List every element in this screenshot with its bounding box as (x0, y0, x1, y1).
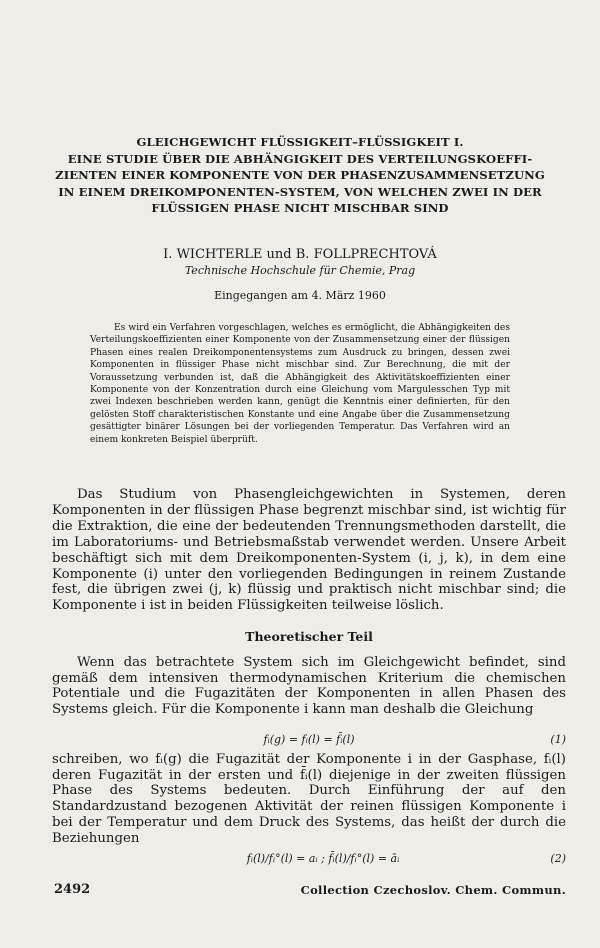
page-number: 2492 (54, 882, 91, 897)
title-line: IN EINEM DREIKOMPONENTEN-SYSTEM, VON WELCHEN ZWEI IN DER (58, 184, 542, 199)
equation-expression: fᵢ(l)/fᵢ°(l) = aᵢ ; f̄ᵢ(l)/fᵢ°(l) = āᵢ (246, 852, 400, 865)
received-date: Eingegangen am 4. März 1960 (214, 289, 386, 302)
body-paragraph: Wenn das betrachtete System sich im Gleichgewicht befindet, sind gemäß dem intensiven thermodynamischen Kriterium die chemischen Potentiale und die Fugazitäten der Komponenten in allen Phasen des Systems gleich. Für die Komponente i kann man deshalb die Gleichung (52, 655, 566, 718)
affiliation: Technische Hochschule für Chemie, Prag (184, 264, 416, 277)
section-heading: Theoretischer Teil (245, 629, 373, 644)
intro-paragraph: Das Studium von Phasengleichgewichten in Systemen, deren Komponenten in der flüssigen Phase begrenzt mischbar sind, ist wichtig für die Extraktion, die eine der bedeutenden Trennungsmethoden darstellt, die im Laboratoriums- und Betriebsmaßstab verwendet werden. Unsere Arbeit beschäftigt sich mit dem Dreikomponenten-System (i, j, k), in dem eine Komponente (i) unter den vorliegenden Bedingungen in reinem Zustande fest, die übrigen zwei (j, k) flüssig und praktisch nicht mischbar sind; die Komponente i ist in beiden Flüssigkeiten teilweise löslich. (52, 487, 566, 614)
equation-number: (1) (550, 733, 566, 746)
journal-name: Collection Czechoslov. Chem. Commun. (300, 883, 566, 897)
authors: I. WICHTERLE und B. FOLLPRECHTOVÁ (163, 247, 437, 262)
title-line: GLEICHGEWICHT FLÜSSIGKEIT–FLÜSSIGKEIT I. (136, 135, 464, 149)
abstract: Es wird ein Verfahren vorgeschlagen, welches es ermöglicht, die Abhängigkeiten des Verteilungskoeffizienten einer Komponente von der Zusammensetzung einer der flüssigen Phasen eines realen Dreikomponentensystems zum Ausdruck zu bringen, dessen zwei Komponenten in flüssiger Phase nicht mischbar sind. Zur Berechnung, die mit der Voraussetzung verbunden ist, daß die Abhängigkeit des Aktivitätskoeffizienten einer Komponente von der Konzentration durch eine Gleichung vom Margulesschen Typ mit zwei Indexen beschrieben werden kann, genügt die Kenntnis einer definierten, für den gelösten Stoff charakteristischen Konstante und eine Angabe über die Zusammensetzung gesättigter binärer Lösungen bei der vorliegenden Temperatur. Das Verfahren wird an einem konkreten Beispiel überprüft. (90, 323, 510, 445)
title-line: ZIENTEN EINER KOMPONENTE VON DER PHASENZUSAMMENSETZUNG (55, 168, 545, 183)
equation-expression: fᵢ(g) = fᵢ(l) = f̄ᵢ(l) (263, 733, 355, 746)
title-line: FLÜSSIGEN PHASE NICHT MISCHBAR SIND (151, 201, 449, 216)
title-line: EINE STUDIE ÜBER DIE ABHÄNGIGKEIT DES VERTEILUNGSKOEFFI- (67, 151, 533, 166)
equation-number: (2) (550, 852, 566, 865)
body-paragraph: schreiben, wo fᵢ(g) die Fugazität der Komponente i in der Gasphase, fᵢ(l) deren Fugazität in der ersten und f̄ᵢ(l) diejenige in der zweiten flüssigen Phase des Systems bedeuten. Durch Einführung der auf den Standardzustand bezogenen Aktivität der reinen flüssigen Komponente i bei der Temperatur und dem Druck des Systems, das heißt der durch die Beziehungen (52, 752, 566, 846)
article-title (20, 134, 580, 217)
